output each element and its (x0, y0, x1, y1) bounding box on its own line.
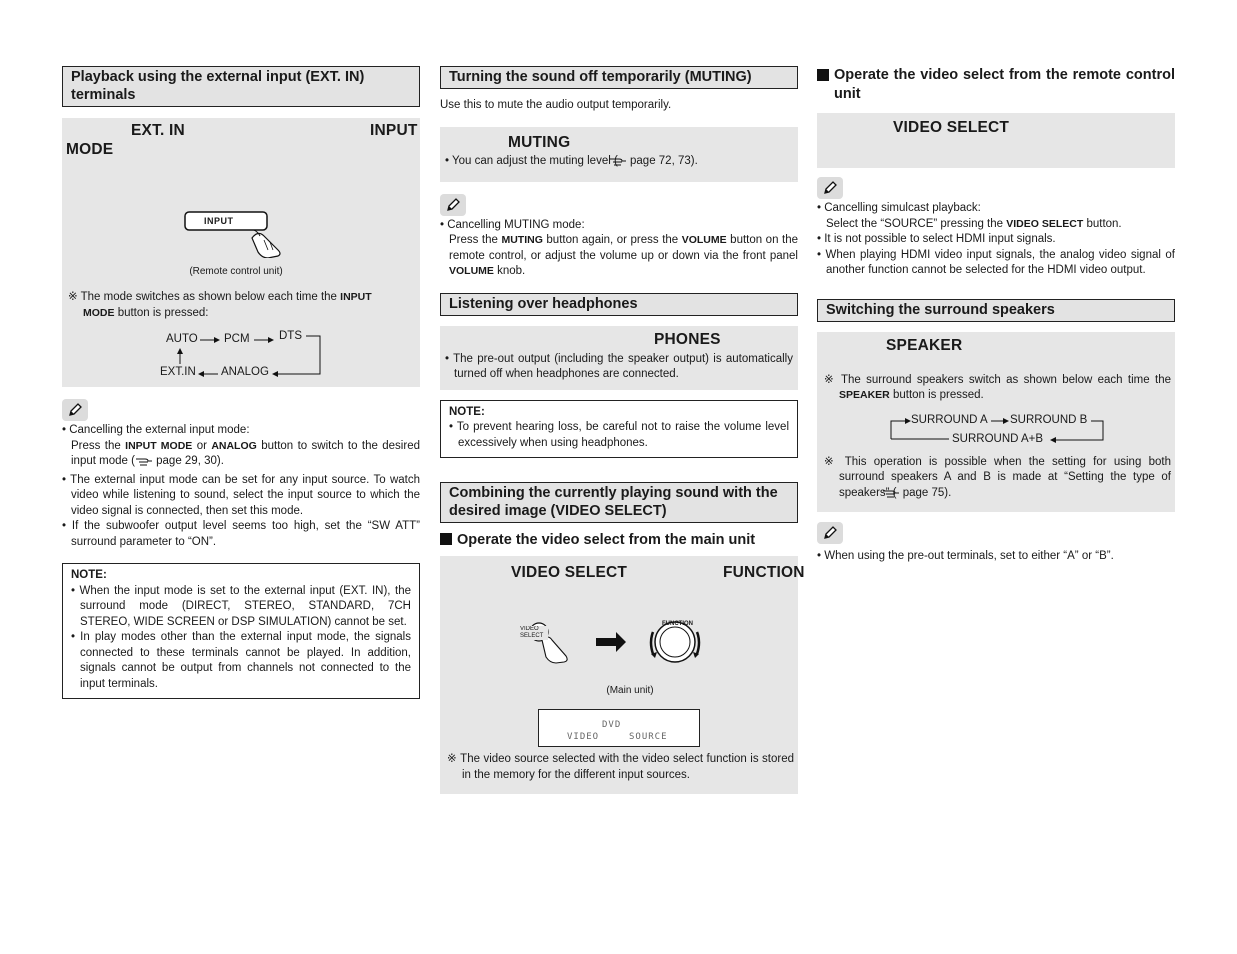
muting-cancel-bold-volume: VOLUME (681, 234, 727, 246)
pencil-note-icon (817, 177, 843, 199)
ref-mark-icon: ※ (824, 373, 841, 386)
pencil-note-icon (440, 194, 466, 216)
remote-video-notes (817, 201, 1175, 279)
ref-mark-icon: ※ (824, 455, 845, 468)
speaker-flow-arrows (889, 413, 1109, 449)
video-select-label: VIDEO SELECT (511, 564, 628, 581)
main-unit-caption: (Main unit) (606, 685, 654, 696)
mode-label: MODE (66, 141, 114, 158)
video-memory-note (447, 752, 794, 783)
ext-in-label: EXT. IN (131, 122, 185, 139)
speaker-switch-note (824, 373, 1171, 404)
muting-cancel-title: • Cancelling MUTING mode: (440, 218, 585, 231)
speaker-setting-page: page 75). (899, 486, 952, 499)
ext-in-note-2: • The external input mode can be set for any input source. To watch video while listening to sound, select the input source to which the video signal is connected, then set this mode. (62, 473, 420, 517)
simulcast-note-body (817, 217, 1175, 233)
muting-level-note: • You can adjust the muting level ( page 72, 73). (445, 154, 795, 173)
muting-label: MUTING (508, 133, 571, 151)
muting-instruction-panel (440, 127, 798, 182)
column-3 (817, 66, 1175, 564)
flow-arrows (156, 330, 336, 382)
mode-note-text: The mode switches as shown below each time the (80, 291, 341, 303)
speaker-setting-t1: This operation is possible when the setting for using both surround speakers A and B is made at “Setting the type of speakers” ( (839, 455, 1171, 499)
remote-video-select-panel (817, 113, 1175, 168)
flow-extin: EXT.IN (160, 366, 196, 378)
flow-dts: DTS (279, 330, 302, 342)
function-label: FUNCTION (723, 564, 805, 581)
video-memory-note-text: The video source selected with the video select function is stored in the memory for the different input sources. (460, 753, 795, 781)
phones-label: PHONES (654, 330, 721, 348)
note-box-title: NOTE: (449, 405, 485, 418)
phones-instruction-panel (440, 326, 798, 390)
mode-switch-note (68, 290, 415, 321)
flow-auto: AUTO (166, 333, 198, 345)
pre-out-note: • When using the pre-out terminals, set to either “A” or “B”. (817, 549, 1114, 562)
speaker-label: SPEAKER (886, 336, 963, 354)
muting-cancel-title-text: Cancelling MUTING mode: (447, 218, 585, 231)
note-3-text: If the subwoofer output level seems too high, set the “SW ATT” surround parameter to “ON”. (71, 520, 420, 548)
flow-surround-a: SURROUND A (911, 413, 988, 426)
note-1-text-2: button to switch to the desired input mode ( (71, 439, 420, 467)
pre-out-note-text: When using the pre-out terminals, set to either “A” or “B”. (824, 549, 1114, 562)
ext-in-notes (62, 423, 420, 550)
ext-in-note-1-body (62, 439, 420, 473)
phones-note: • The pre-out output (including the speaker output) is automatically turned off when headphones are connected. (445, 352, 793, 380)
phones-caution: • To prevent hearing loss, be careful not to raise the volume level excessively when using headphones. (449, 421, 789, 449)
speaker-setting-note (824, 455, 1171, 505)
note-1-bold-analog: ANALOG (211, 439, 257, 452)
main-unit-illustration (524, 614, 724, 674)
phones-note-text: The pre-out output (including the speaker output) is automatically turned off when headphones are connected. (453, 352, 793, 380)
muting-cancel-bold-volume-2: VOLUME (449, 265, 494, 277)
speaker-note-t2: button is pressed. (889, 389, 984, 401)
muting-notes (440, 218, 798, 280)
hdmi-note-1-text: It is not possible to select HDMI input signals. (824, 233, 1056, 245)
ext-in-note-1: • Cancelling the external input mode: (62, 424, 250, 436)
input-button-text: INPUT (204, 216, 234, 226)
speaker-note-bold: SPEAKER (839, 389, 890, 401)
hdmi-note-2-text: When playing HDMI video input signals, the analog video signal of another function cannot be selected for the HDMI video output. (825, 248, 1175, 276)
ext-in-note-3: • If the subwoofer output level seems too high, set the “SW ATT” surround parameter to “ON”. (62, 520, 420, 548)
remote-caption: (Remote control unit) (189, 266, 283, 277)
lcd-display (538, 709, 700, 747)
muting-cancel-t1: Press the (449, 234, 502, 246)
phones-caution-text: To prevent hearing loss, be careful not to raise the volume level excessively when using headphones. (456, 421, 789, 449)
note-1-bold-input-mode: INPUT MODE (125, 439, 193, 452)
caution-1-text: When the input mode is set to the external input (EXT. IN), the surround mode (DIRECT, STEREO, STANDARD, 7CH STEREO, WIDE SCREEN or DSP SIMULATION) cannot be set. (79, 584, 411, 628)
video-select-button-caption: VIDEO SELECT (520, 626, 548, 640)
section-heading-video-select: Combining the currently playing sound with the desired image (VIDEO SELECT) (440, 482, 798, 523)
ref-mark-icon: ※ (447, 753, 461, 765)
lcd-line-1: DVD (602, 720, 622, 730)
lcd-line-2-left: VIDEO (567, 732, 600, 742)
muting-cancel-body (440, 233, 798, 280)
flow-analog: ANALOG (221, 366, 269, 378)
simulcast-title-text: Cancelling simulcast playback: (824, 202, 981, 214)
pencil-note-icon (817, 522, 843, 544)
mode-flow (156, 330, 336, 382)
mode-note-suffix: button is pressed: (114, 306, 209, 319)
section-heading-muting: Turning the sound off temporarily (MUTING) (440, 66, 798, 89)
column-2 (440, 66, 805, 794)
note-box-title: NOTE: (71, 569, 107, 581)
mode-note-bold-mode: MODE (83, 306, 115, 319)
lcd-line-2-right: SOURCE (629, 732, 668, 742)
hdmi-note-2: • When playing HDMI video input signals, the analog video signal of another function cannot be selected for the HDMI video output. (817, 248, 1175, 276)
subheading-remote-unit-text: Operate the video select from the remote control unit (834, 67, 1175, 102)
column-1 (62, 66, 420, 699)
simulcast-note-title: • Cancelling simulcast playback: (817, 202, 981, 214)
speaker-instruction-panel (817, 332, 1175, 512)
simulcast-t2: button. (1083, 217, 1122, 230)
muting-level-page: page 72, 73). (626, 154, 698, 167)
note-1-title: Cancelling the external input mode: (69, 424, 250, 436)
flow-surround-ab: SURROUND A+B (952, 432, 1044, 445)
muting-intro: Use this to mute the audio output temporarily. (440, 99, 672, 111)
muting-cancel-t2: button again, or press the (542, 234, 682, 246)
muting-level-text: You can adjust the muting level ( (452, 154, 618, 167)
function-knob-caption: FUNCTION (662, 621, 693, 627)
simulcast-t1: Select the “SOURCE” pressing the (826, 217, 1007, 230)
muting-cancel-t4: knob. (493, 265, 526, 277)
video-select-panel (440, 556, 805, 794)
pencil-note-icon (62, 399, 88, 421)
note-1-text: Press the (71, 439, 126, 452)
note-1-page: page 29, 30). (152, 455, 224, 467)
section-heading-headphones: Listening over headphones (440, 293, 798, 316)
speaker-flow (889, 413, 1109, 449)
flow-surround-b: SURROUND B (1010, 413, 1088, 426)
mode-note-bold-input: INPUT (340, 291, 372, 303)
hand-pressing-icon (182, 208, 292, 258)
flow-pcm: PCM (224, 333, 250, 345)
ext-in-instruction-panel (62, 118, 420, 387)
square-bullet-icon (440, 533, 452, 545)
input-button-illustration (182, 208, 292, 258)
caution-1: • When the input mode is set to the external input (EXT. IN), the surround mode (DIRECT, STEREO, STANDARD, 7CH STEREO, WIDE SCREEN or DSP SIMULATION) cannot be set. (71, 584, 411, 628)
section-heading-surround: Switching the surround speakers (817, 299, 1175, 322)
simulcast-bold-video-select: VIDEO SELECT (1006, 217, 1084, 230)
subheading-remote-unit (817, 66, 1175, 104)
muting-cancel-t3: button on the remote control, or adjust the volume up or down via the front panel (449, 234, 798, 262)
page-ref-hand-icon (618, 156, 627, 173)
speaker-note-t1: The surround speakers switch as shown below each time the (840, 373, 1171, 386)
page-ref-hand-icon (135, 456, 153, 473)
ext-in-caution-box (62, 563, 420, 699)
note-1-or: or (192, 439, 212, 452)
section-heading-ext-in: Playback using the external input (EXT. IN) terminals (62, 66, 420, 107)
square-bullet-icon (817, 69, 829, 81)
subheading-main-unit (440, 531, 798, 550)
input-label: INPUT (370, 122, 418, 139)
hdmi-note-1: • It is not possible to select HDMI input signals. (817, 233, 1056, 245)
caution-2-text: In play modes other than the external input mode, the signals connected to these terminals cannot be played. In addition, signals cannot be output from channels not connected to the input terminals. (80, 631, 411, 690)
caution-2: • In play modes other than the external input mode, the signals connected to these terminals cannot be played. In addition, signals cannot be output from channels not connected to the input terminals. (71, 631, 411, 690)
phones-caution-box (440, 400, 798, 459)
remote-video-select-label: VIDEO SELECT (893, 119, 1010, 136)
ref-mark-icon: ※ (68, 291, 81, 303)
note-2-text: The external input mode can be set for any input source. To watch video while listening to sound, select the input source to which the video signal is connected, then set this mode. (70, 473, 420, 517)
subheading-main-unit-text: Operate the video select from the main unit (457, 532, 756, 548)
muting-cancel-bold-muting: MUTING (501, 234, 543, 246)
